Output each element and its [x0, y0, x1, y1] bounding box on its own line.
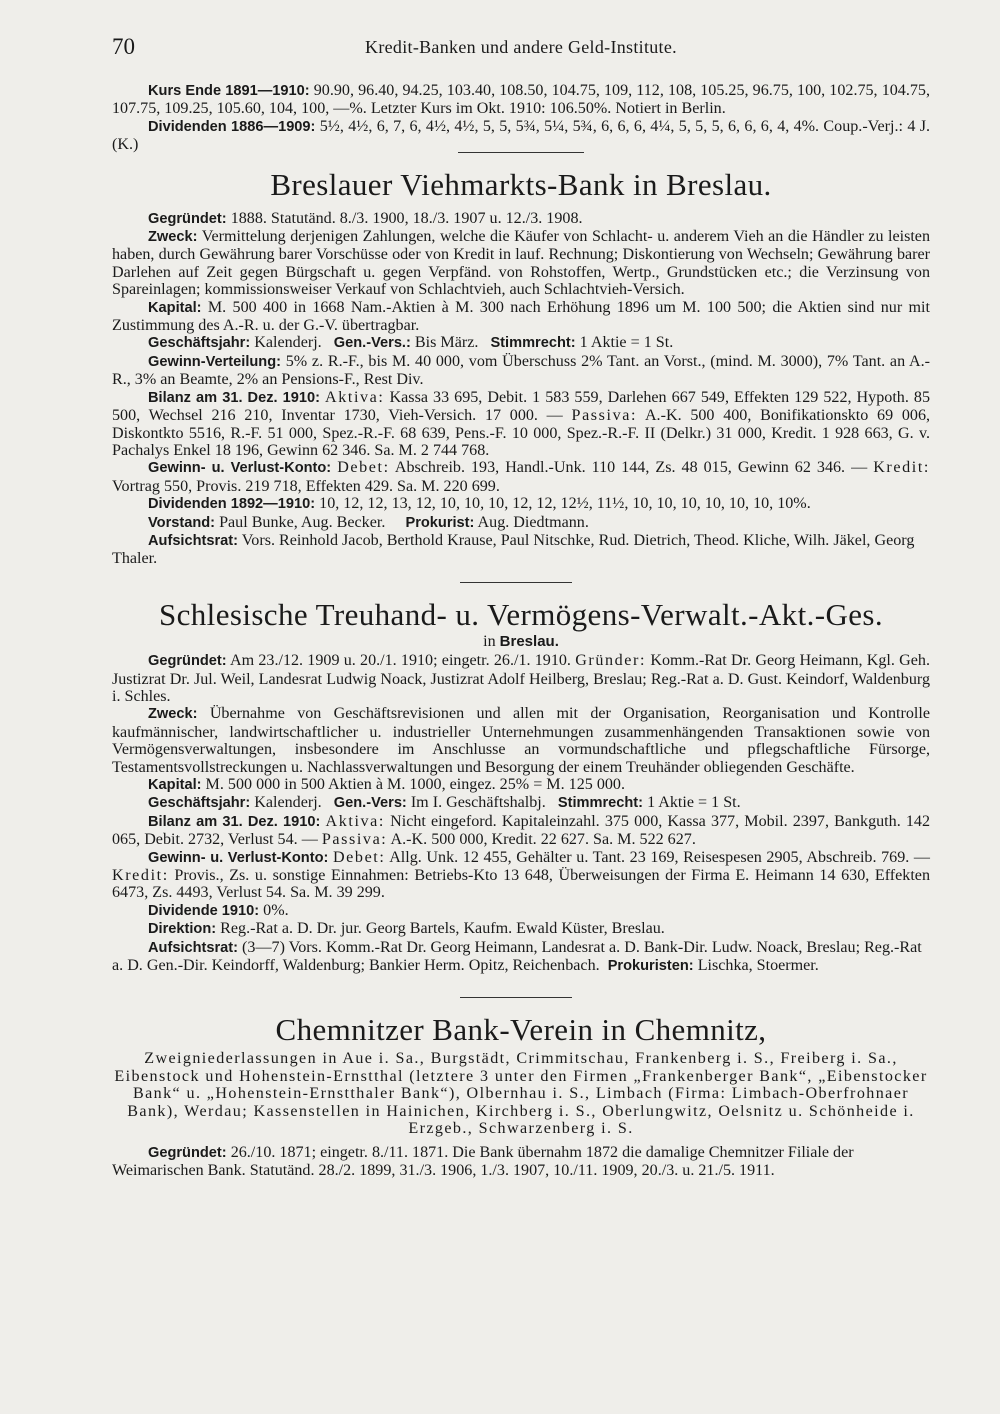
breslauer-stimmrecht-text: 1 Aktie = 1 St. [579, 334, 674, 352]
separator-rule [460, 997, 572, 998]
breslauer-zweck [112, 228, 930, 299]
breslauer-passiva-text: A.-K. 500 400, Bonifikationskto 69 006, Diskontkto 5516, R.-F. 51 000, Spez.-R.-F. 68 639, Pens.-F. 10 000, Spez.-R.-F. II (Delkr.) 31 000, Kredit. 1 928 663, G. v. Pachalys Enkel 18 196, Gewinn 62 346. Sa. M. 2 744 768. [112, 407, 931, 459]
breslauer-vorstand-label: Vorstand: [148, 514, 216, 531]
prev-dividend-paragraph [112, 118, 930, 154]
breslauer-ar-text: Vors. Reinhold Jacob, Berthold Krause, Paul Nitschke, Rud. Dietrich, Theod. Kliche, Wilh. Jäkel, Georg Thaler. [112, 531, 915, 568]
schlesische-passiva-text: A.-K. 500 000, Kredit. 22 627. Sa. M. 522 627. [390, 831, 696, 849]
chemnitzer-zweig-intro: Zweigniederlassungen in [144, 1050, 338, 1068]
breslauer-div-label: Dividenden 1892—1910: [148, 496, 316, 513]
schlesische-gegruendet-text: Am 23./12. 1909 u. 20./1. 1910; eingetr. 26./1. 1910. [230, 652, 571, 670]
schlesische-ar-text: (3—7) Vors. Komm.-Rat Dr. Georg Heimann, Landesrat a. D. Bank-Dir. Ludw. Noack, Breslau; Reg.-Rat a. D. Gen.-Dir. Keindorff, Waldenburg; Bankier Herm. Opitz, Reichenbach. [112, 938, 922, 975]
prev-kurs-paragraph [112, 82, 930, 118]
schlesische-gj-label: Geschäftsjahr: [148, 795, 251, 812]
schlesische-geschaeftsjahr [112, 794, 930, 812]
schlesische-direktion [112, 920, 930, 938]
schlesische-kredit-text: Provis., Zs. u. sonstige Einnahmen: Betriebs-Kto 13 648, Überweisungen der Firma E. Heimann 14 630, Effekten 6473, Zs. 4493, Verlust 54. Sa. M. 39 299. [112, 867, 930, 902]
chemnitzer-title: Chemnitzer Bank-Verein in Chemnitz, [275, 1012, 767, 1048]
breslauer-aufsichtsrat [112, 532, 930, 568]
schlesische-kredit-word: Kredit: [112, 867, 169, 885]
breslauer-kapital-label: Kapital: [148, 299, 202, 316]
breslauer-gj-text: Kalenderj. [254, 334, 322, 352]
schlesische-aktiva-text: Nicht eingeford. Kapitaleinzahl. 375 000, Kassa 377, Mobil. 2397, Bankguth. 142 065, Debit. 2732, Verlust 54. — [112, 812, 930, 849]
breslauer-bilanz [112, 389, 930, 460]
breslauer-debet-word: Debet: [337, 459, 390, 477]
schlesische-zweck [112, 705, 930, 776]
chemnitzer-gegruendet [112, 1144, 930, 1180]
breslauer-stimmrecht-label: Stimmrecht: [490, 335, 576, 352]
schlesische-passiva-word: Passiva: [321, 831, 388, 849]
separator-rule [460, 582, 572, 583]
page-number: 70 [112, 34, 135, 59]
schlesische-in-word: in [483, 632, 496, 650]
breslauer-gewinnvert-text: 5% z. R.-F., bis M. 40 000, vom Überschuss 2% Tant. an Vorst., (mind. M. 3000), 7% Tant. an A.-R., 3% an Beamte, 2% an Pensions-F., Rest Div. [112, 352, 930, 389]
schlesische-kapital-text: M. 500 000 in 500 Aktien à M. 1000, eingez. 25% = M. 125 000. [205, 776, 625, 793]
prev-dividend-label: Dividenden 1886—1909: [148, 118, 316, 135]
schlesische-guv-label: Gewinn- u. Verlust-Konto: [148, 849, 329, 866]
schlesische-zweck-text: Übernahme von Geschäftsrevisionen und allen mit der Organisation, Reorganisation und Kontrolle kaufmännischer, landwirtschaftlicher u. industrieller Unternehmungen zusammenhängenden Transaktionen sowie von Vermögensverwaltungen, insbesondere im Anschlusse an vormundschaftliche und pflegschaftliche Fürsorge, Testamentsvollstreckungen u. Nachlassverwaltungen und Besorgung der einem Treuhänder obliegenden Geschäfte. [112, 705, 930, 776]
breslauer-kapital [112, 299, 930, 335]
schlesische-gruender-word: Gründer: [575, 652, 647, 670]
breslauer-aktiva-word: Aktiva: [325, 388, 385, 406]
schlesische-kapital [112, 776, 930, 794]
schlesische-ar-label: Aufsichtsrat: [148, 939, 239, 956]
schlesische-debet-word: Debet: [332, 848, 386, 866]
schlesische-aufsichtsrat [112, 939, 930, 976]
page-header [112, 34, 930, 60]
schlesische-stimmrecht-text: 1 Aktie = 1 St. [647, 794, 741, 812]
schlesische-div-text: 0%. [263, 901, 289, 919]
breslauer-gegruendet-text: 1888. Statutänd. 8./3. 1900, 18./3. 1907 u. 12./3. 1908. [230, 209, 583, 227]
breslauer-gj-label: Geschäftsjahr: [148, 335, 251, 352]
breslauer-prokurist-label: Prokurist: [405, 514, 475, 531]
breslauer-kapital-text: M. 500 400 in 1668 Nam.-Aktien à M. 300 nach Erhöhung 1896 um M. 100 500; die Aktien sind nur mit Zustimmung des A.-R. u. der G.-V. übertragbar. [112, 298, 930, 335]
chemnitzer-gegruendet-text: 26./10. 1871; eingetr. 8./11. 1871. Die Bank übernahm 1872 die damalige Chemnitzer Filiale der Weimarischen Bank. Statutänd. 28./2. 1899, 31./3. 1906, 1./3. 1907, 10./11. 1909, 20./3. u. 21./5. 1911. [112, 1143, 854, 1179]
breslauer-prokurist-text: Aug. Diedtmann. [477, 513, 589, 531]
prev-kurs-text: 90.90, 96.40, 94.25, 103.40, 108.50, 104.75, 109, 112, 108, 105.25, 96.75, 100, 102.75, 104.75, 107.75, 109.25, 105.60, 104, 100, —%. Letzter Kurs im Okt. 1910: 106.50%. Notiert in Berlin. [112, 82, 930, 118]
breslauer-bilanz-label: Bilanz am 31. Dez. 1910: [148, 389, 320, 406]
schlesische-dividende [112, 902, 930, 920]
prev-kurs-label: Kurs Ende 1891—1910: [148, 83, 310, 99]
page-content [112, 82, 930, 1179]
schlesische-bilanz-label: Bilanz am 31. Dez. 1910: [148, 813, 321, 830]
schlesische-stimmrecht-label: Stimmrecht: [557, 795, 644, 812]
schlesische-city: Breslau. [499, 632, 559, 650]
chemnitzer-gegruendet-label: Gegründet: [148, 1144, 227, 1161]
schlesische-gruender-text: Komm.-Rat Dr. Georg Heimann, Kgl. Geh. Justizrat Dr. Jul. Weil, Landesrat Ludwig Noack, Justizrat Adolf Heilberg, Breslau; Reg.-Rat a. D. Gust. Keindorf, Waldenburg i. Schles. [112, 652, 930, 705]
breslauer-kredit-word: Kredit: [873, 459, 930, 477]
breslauer-passiva-word: Passiva: [571, 407, 638, 425]
schlesische-direktion-text: Reg.-Rat a. D. Dr. jur. Georg Bartels, Kaufm. Ewald Küster, Breslau. [220, 920, 665, 938]
chemnitzer-zweigniederlassungen [112, 1050, 930, 1137]
breslauer-gewinnverteilung [112, 353, 930, 389]
breslauer-zweck-text: Vermittelung derjenigen Zahlungen, welche die Käufer von Schlacht- u. anderem Vieh an die Händler zu leisten haben, durch Gewährung barer Vorschüsse oder von Kredit in lauf. Rechnung; Diskontierung von Wechseln; Gewährung barer Darlehen auf Zeit gegen Bürgschaft u. gegen Verpfänd. von Rohstoffen, Wertp., Grundstücken etc.; die Verzinsung von Spareinlagen; kommissionsweiser Verkauf von Schlachtvieh, auch Schlachtvieh-Versich. [112, 228, 930, 299]
breslauer-zweck-label: Zweck: [148, 229, 198, 246]
breslauer-guv [112, 459, 930, 495]
prev-dividend-text: 5½, 4½, 6, 7, 6, 4½, 4½, 5, 5, 5¾, 5¼, 5¾, 6, 6, 6, 4¼, 5, 5, 5, 6, 6, 6, 4, 4%. Coup.-Verj.: 4 J. (K.) [112, 117, 930, 154]
breslauer-geschaeftsjahr [112, 334, 930, 352]
schlesische-aktiva-word: Aktiva: [325, 812, 385, 830]
chemnitzer-zweig-text: Aue i. Sa., Burgstädt, Crimmitschau, Frankenberg i. S., Freiberg i. Sa., Eibenstock und Hohenstein-Ernstthal (letztere 3 unter den Firmen „Frankenberger Bank“, „Eibenstocker Bank“ u. „Hohenstein-Ernstthaler Bank“), Olbernhau i. S., Limbach (Firma: Limbach-Oberfrohnaer Bank), Werdau; Kassenstellen in Hainichen, Kirchberg i. S., Oberlungwitz, Oelsnitz u. Schönheide i. Erzgeb., Schwarzenberg i. S. [114, 1050, 928, 1138]
schlesische-gj-text: Kalenderj. [254, 794, 322, 812]
breslauer-debet-text: Abschreib. 193, Handl.-Unk. 110 144, Zs. 48 015, Gewinn 62 346. — [394, 459, 868, 477]
schlesische-prokuristen-text: Lischka, Stoermer. [697, 957, 819, 975]
breslauer-title: Breslauer Viehmarkts-Bank in Breslau. [270, 166, 772, 202]
schlesische-gv-text: Im I. Geschäftshalbj. [410, 794, 546, 812]
breslauer-vorstand [112, 514, 930, 532]
breslauer-ar-label: Aufsichtsrat: [148, 532, 239, 549]
breslauer-dividenden [112, 495, 930, 513]
schlesische-kapital-label: Kapital: [148, 777, 202, 793]
schlesische-zweck-label: Zweck: [148, 706, 198, 723]
schlesische-location [112, 633, 930, 650]
breslauer-gewinnvert-label: Gewinn-Verteilung: [148, 353, 281, 370]
breslauer-gv-label: Gen.-Vers.: [333, 335, 411, 352]
schlesische-div-label: Dividende 1910: [148, 902, 260, 919]
schlesische-prokuristen-label: Prokuristen: [607, 958, 694, 975]
running-title: Kredit-Banken und andere Geld-Institute. [365, 37, 677, 57]
breslauer-aktiva-text: Kassa 33 695, Debit. 1 583 559, Darlehen 667 549, Effekten 129 522, Hypoth. 85 500, Wechsel 216 210, Inventar 1730, Vieh-Versich. 17 000. — [112, 388, 930, 425]
schlesische-direktion-label: Direktion: [148, 921, 217, 938]
schlesische-gv-label: Gen.-Vers: [333, 795, 407, 812]
breslauer-gegruendet [112, 210, 930, 228]
schlesische-debet-text: Allg. Unk. 12 455, Gehälter u. Tant. 23 169, Reisespesen 2905, Abschreib. 769. — [389, 848, 930, 866]
breslauer-guv-label: Gewinn- u. Verlust-Konto: [148, 460, 332, 477]
schlesische-title: Schlesische Treuhand- u. Vermögens-Verwalt.-Akt.-Ges. [158, 596, 884, 632]
schlesische-bilanz [112, 813, 930, 849]
schlesische-guv [112, 849, 930, 902]
schlesische-gegruendet-label: Gegründet: [148, 653, 227, 670]
breslauer-gegruendet-label: Gegründet: [148, 210, 227, 227]
separator-rule [458, 152, 584, 153]
breslauer-vorstand-text: Paul Bunke, Aug. Becker. [219, 513, 386, 531]
breslauer-div-text: 10, 12, 12, 13, 12, 10, 10, 10, 12, 12, 12½, 11½, 10, 10, 10, 10, 10, 10, 10%. [319, 495, 811, 513]
breslauer-gv-text: Bis März. [414, 334, 479, 352]
breslauer-kredit-text: Vortrag 550, Provis. 219 718, Effekten 429. Sa. M. 220 699. [112, 477, 500, 495]
schlesische-gegruendet [112, 652, 930, 705]
